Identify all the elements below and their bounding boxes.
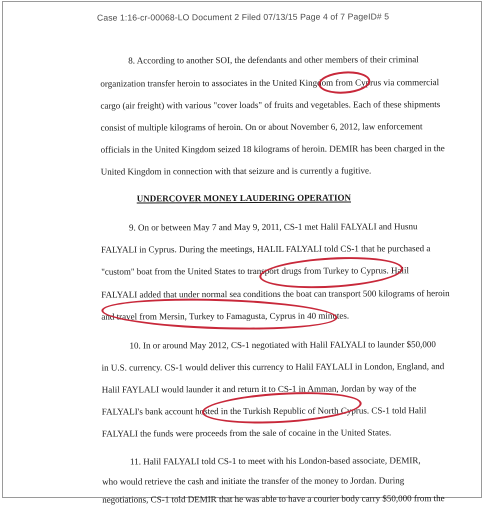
highlight-ellipse-cyprus: [318, 70, 371, 96]
paragraph-9-line-5: and travel from Mersin, Turkey to Famagusta, Cyprus in 40 minutes.: [101, 310, 350, 322]
highlight-ellipse-mersin-famagusta: [101, 296, 338, 333]
paragraph-10-line-2: in U.S. currency. CS-1 would deliver this currency to Halil FAYLALI in London, England, and: [101, 361, 445, 373]
paragraph-9-line-3: "custom" boat from the United States to transport drugs from Turkey to Cyprus. Halil: [101, 265, 410, 277]
paragraph-8-line-4: consist of multiple kilograms of heroin. On or about November 6, 2012, law enforcement: [100, 121, 423, 133]
paragraph-10-line-3: Halil FAYLALI would launder it and return it to CS-1 in Amman, Jordan by way of the: [101, 383, 417, 395]
paragraph-9-line-2: FALYALI in Cyprus. During the meetings, HALIL FALYALI told CS-1 that he purchased a: [101, 243, 431, 255]
section-heading: UNDERCOVER MONEY LAUDERING OPERATION: [136, 192, 352, 204]
paragraph-10-line-4: FALYALI's bank account hosted in the Turkish Republic of North Cyprus. CS-1 told Halil: [101, 405, 427, 417]
paragraph-11-line-3: negotiations, CS-1 told DEMIR that he was able to have a courier body carry $50,000 from the: [102, 493, 445, 505]
paragraph-10-line-5: FALYALI the funds were proceeds from the sale of cocaine in the United States.: [101, 427, 392, 439]
paragraph-8-line-3: cargo (air freight) with various "cover loads" of fruits and vegetables. Each of these shipments: [100, 99, 441, 111]
paragraph-8-line-5: officials in the United Kingdom seized 18 kilograms of heroin. DEMIR has been charged in the: [100, 143, 445, 155]
paragraph-8-line-1: 8. According to another SOI, the defendants and other members of their criminal: [128, 54, 419, 66]
paragraph-9-line-4: FALYALI added that under normal sea conditions the boat can transport 500 kilograms of heroin: [101, 288, 450, 300]
case-header: Case 1:16-cr-00068-LO Document 2 Filed 07/13/15 Page 4 of 7 PageID# 5: [96, 11, 390, 23]
paragraph-8-line-2: organization transfer heroin to associates in the United Kingdom from Cyprus via commercial: [100, 77, 440, 89]
highlight-ellipse-drugs-route: [258, 254, 403, 292]
paragraph-10-line-1: 10. In or around May 2012, CS-1 negotiated with Halil FALYALI to launder $50,000: [129, 339, 436, 351]
paragraph-9-line-1: 9. On or between May 7 and May 9, 2011, CS-1 met Halil FALYALI and Husnu: [128, 221, 418, 233]
paragraph-8-line-6: United Kingdom in connection with that seizure and is currently a fugitive.: [100, 165, 372, 177]
paragraph-11-line-1: 11. Halil FALYALI told CS-1 to meet with his London-based associate, DEMIR,: [129, 455, 421, 467]
paragraph-11-line-2: who would retrieve the cash and initiate the transfer of the money to Jordan. During: [102, 475, 405, 487]
